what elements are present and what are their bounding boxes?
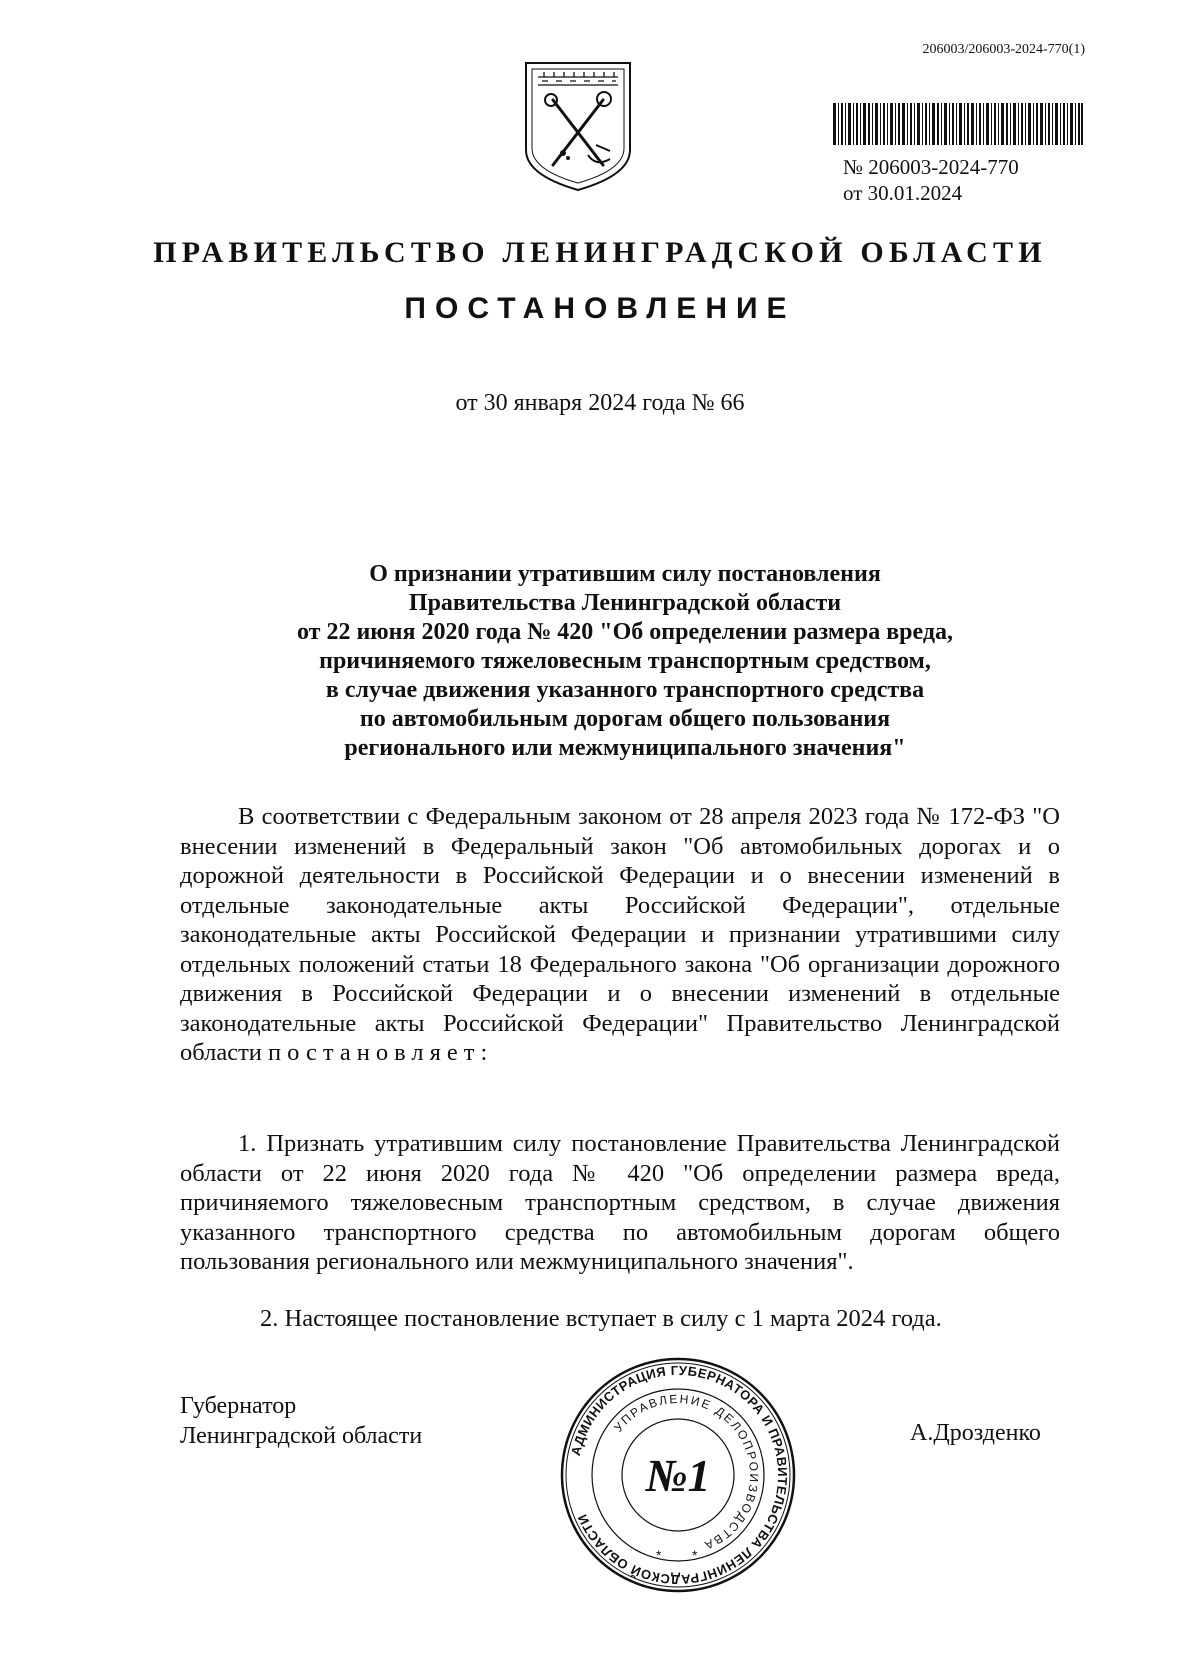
registration-number: № 206003-2024-770: [843, 155, 1019, 179]
subject-line: О признании утратившим силу постановления: [369, 561, 881, 587]
coat-of-arms-icon: [518, 55, 638, 195]
subject-line: регионального или межмуниципального значения": [344, 735, 906, 761]
decree-item-1: [180, 1129, 1060, 1277]
decree-item-2-text: 2. Настоящее постановление вступает в силу с 1 марта 2024 года.: [260, 1305, 942, 1332]
subject-line: причиняемого тяжеловесным транспортным средством,: [319, 648, 931, 674]
decree-item-2: [180, 1304, 1060, 1334]
subject-line: в случае движения указанного транспортного средства: [325, 677, 925, 703]
document-date-number: от 30 января 2024 года № 66: [455, 390, 745, 416]
official-stamp-icon: [558, 1355, 798, 1595]
svg-text:АДМИНИСТРАЦИЯ ГУБЕРНАТОРА И ПР: АДМИНИСТРАЦИЯ ГУБЕРНАТОРА И ПРАВИТЕЛЬСТВА ЛЕНИНГРАДСКОЙ ОБЛАСТИ: [567, 1362, 791, 1588]
signer-position-line-1: Губернатор: [180, 1393, 297, 1419]
subject-line: по автомобильным дорогам общего пользования: [359, 706, 891, 732]
preamble-text: В соответствии с Федеральным законом от 28 апреля 2023 года № 172-ФЗ "О внесении изменений в Федеральный закон "Об автомобильных дорогах и о дорожной деятельности в Российской Федерации и о внесении изменений в отдельные законодательные акты Российской Федерации", отдельные законодательные акты Российской Федерации и признании утратившими силу отдельных положений статьи 18 Федерального закона "Об организации дорожного движения в Российской Федерации и о внесении изменений в отдельные законодательные акты Российской Федерации" Правительство Ленинградской области: [180, 803, 1060, 1066]
preamble-paragraph: [180, 802, 1060, 1068]
decree-word: постановляет:: [268, 1039, 494, 1066]
svg-text:УПРАВЛЕНИЕ ДЕЛОПРОИЗВОДСТВА: УПРАВЛЕНИЕ ДЕЛОПРОИЗВОДСТВА: [611, 1391, 762, 1554]
subject-line: от 22 июня 2020 года № 420 "Об определении размера вреда,: [296, 619, 953, 645]
registration-block: [843, 154, 1019, 206]
signer-name: А.Дрозденко: [910, 1420, 1041, 1446]
decree-item-1-text: 1. Признать утратившим силу постановление Правительства Ленинградской области от 22 июня 2020 года № 420 "Об определении размера вреда, причиняемого тяжеловесным транспортным средством, в случае движения указанного транспортного средства по автомобильным дорогам общего пользования регионального или межмуниципального значения".: [180, 1130, 1060, 1275]
svg-text:*: *: [656, 1547, 662, 1563]
registration-date: от 30.01.2024: [843, 181, 963, 205]
svg-text:*: *: [692, 1547, 698, 1563]
stamp-number: №1: [645, 1450, 711, 1501]
document-code: 206003/206003-2024-770(1): [922, 42, 1085, 57]
signer-position: [180, 1391, 422, 1451]
signer-position-line-2: Ленинградской области: [180, 1423, 423, 1449]
barcode-icon: [833, 103, 1083, 145]
government-title: ПРАВИТЕЛЬСТВО ЛЕНИНГРАДСКОЙ ОБЛАСТИ: [153, 236, 1047, 269]
document-type: ПОСТАНОВЛЕНИЕ: [404, 292, 796, 325]
subject-line: Правительства Ленинградской области: [408, 590, 842, 616]
document-subject: [170, 560, 1080, 763]
